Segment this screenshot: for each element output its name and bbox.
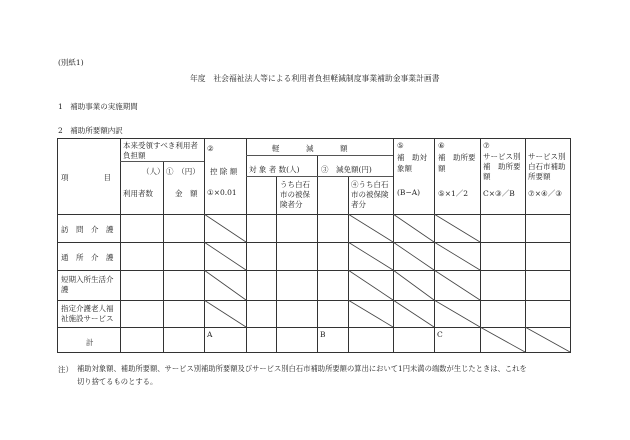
header-c6-num: ⑥ xyxy=(438,141,445,150)
header-c8-label: サービス別白石市補助所要額 xyxy=(528,152,566,181)
header-receivable: 本来受領すべき利用者負担額 xyxy=(123,141,198,160)
header-c5-formula: (B−A) xyxy=(397,188,421,197)
row-label-home-care: 訪 問 介 護 xyxy=(61,225,114,234)
header-reduction-persons: 対 象 者 数(人) xyxy=(249,165,300,174)
note-label: 注） xyxy=(58,365,73,374)
header-c5-label: 補 助対象額 xyxy=(397,153,427,173)
header-users: 利用者数 xyxy=(123,189,153,198)
header-c5-num: ⑤ xyxy=(397,141,404,150)
header-c6-label: 補 助所要額 xyxy=(438,153,476,173)
row-label-day-care: 通 所 介 護 xyxy=(61,253,114,262)
row-label-total: 計 xyxy=(86,338,94,347)
header-reduction-amount: ③ 減免額(円) xyxy=(321,165,372,174)
header-reduction: 軽 減 額 xyxy=(272,144,349,153)
header-c7-num: ⑦ xyxy=(483,141,490,150)
header-reduction-sub-persons: うち白石市の被保険者分 xyxy=(280,180,310,209)
note-line-2: 切り捨てるものとする。 xyxy=(77,377,158,386)
header-c7-label: サービス別補 助所要額 xyxy=(483,152,521,181)
header-persons-unit: （人） xyxy=(142,167,165,176)
header-c6-formula: ⑤×1／2 xyxy=(438,189,469,198)
header-amount: 金 額 xyxy=(175,189,198,198)
attachment-label: (別紙1) xyxy=(58,58,84,67)
header-c2-formula: ①×0.01 xyxy=(207,188,237,197)
total-mark-b: B xyxy=(320,330,326,339)
header-c8-formula: ⑦×④／③ xyxy=(528,189,562,198)
header-item: 項 目 xyxy=(61,173,112,182)
header-yen-unit: ① （円） xyxy=(166,167,200,176)
document-title: 年度 社会福祉法人等による利用者負担軽減制度事業補助金事業計画書 xyxy=(190,74,440,83)
note-line-1: 補助対象額、補助所要額、サービス別補助所要額及びサービス別白石市補助所要額の算出において1円未満の端数が生じたときは、これを xyxy=(77,364,527,373)
total-mark-a: A xyxy=(207,330,213,339)
row-label-nursing-facility: 指定介護老人福祉施設サービス xyxy=(61,304,114,323)
header-c2-num: ② xyxy=(207,144,214,153)
header-c2-label: 控 除 額 xyxy=(210,167,238,176)
header-reduction-sub-amount: ④うち白石市の被保険者分 xyxy=(351,180,389,209)
row-label-short-stay: 短期入所生活介護 xyxy=(61,275,114,294)
section-period: 1 補助事業の実施期間 xyxy=(58,102,138,111)
section-breakdown: 2 補助所要額内訳 xyxy=(58,126,123,135)
total-mark-c: C xyxy=(437,330,443,339)
header-c7-formula: C×③／B xyxy=(483,189,515,198)
